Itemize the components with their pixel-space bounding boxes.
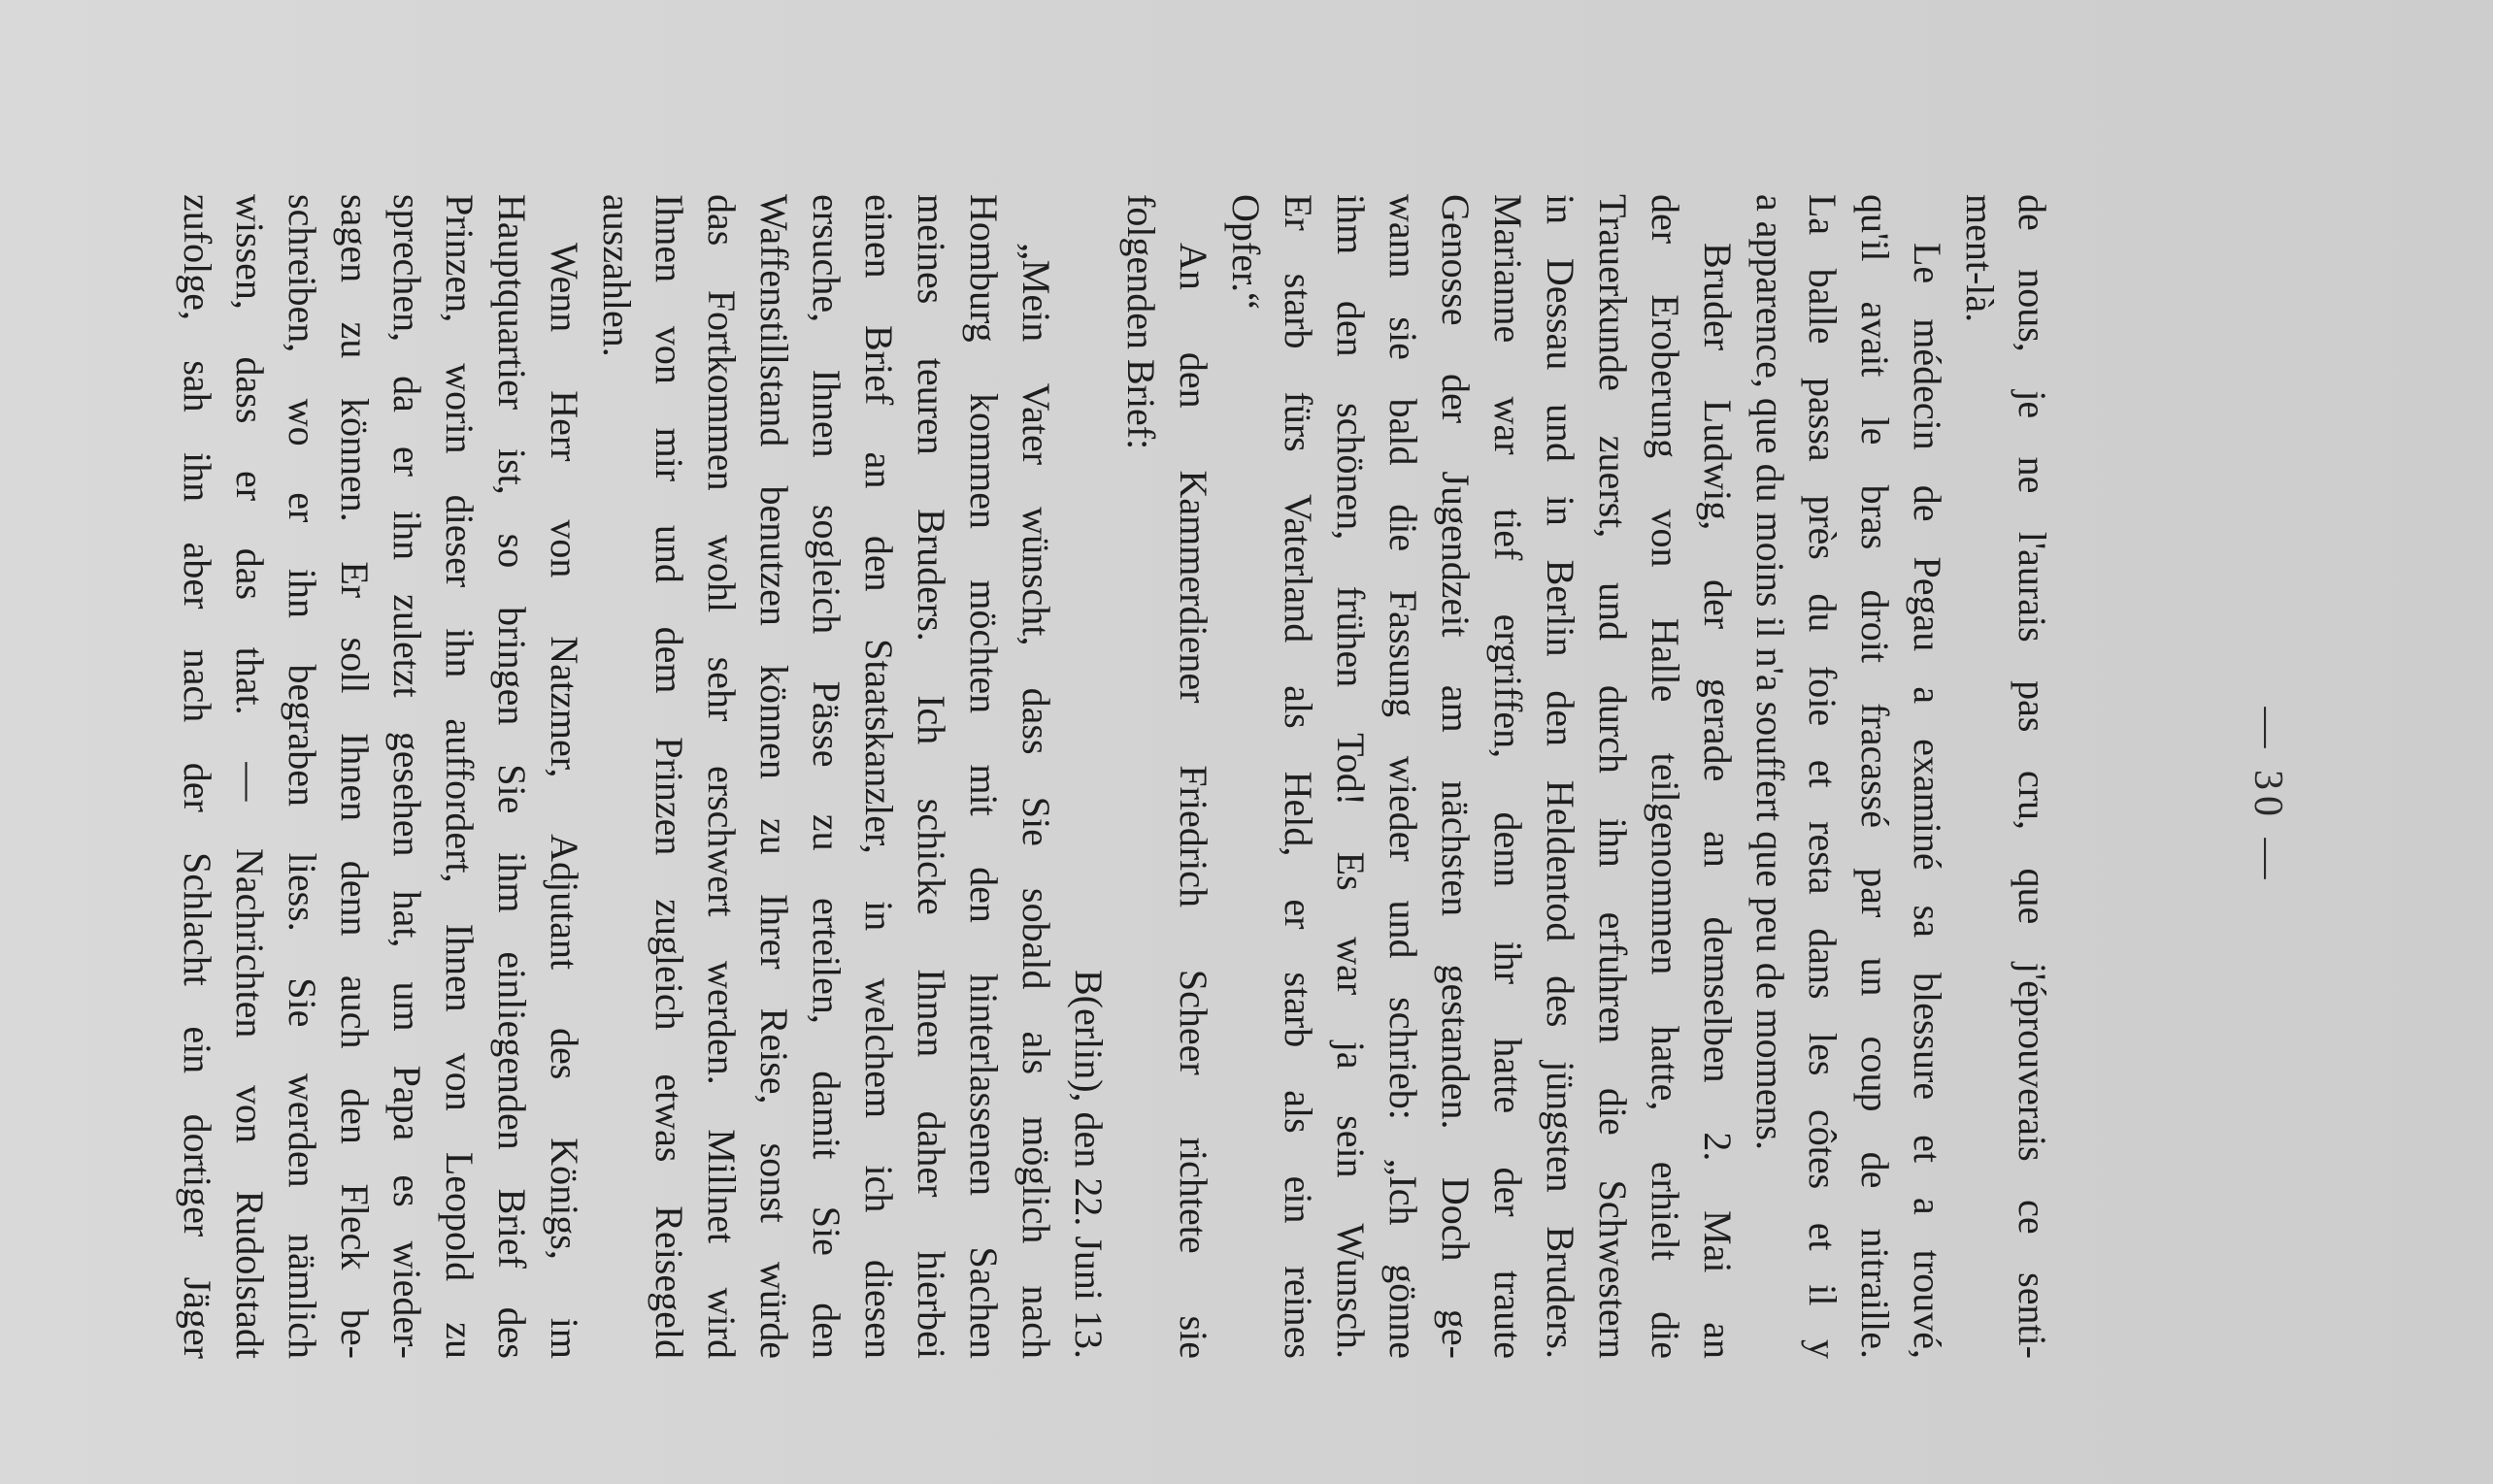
- text-line: in Dessau und in Berlin den Heldentod des jüngsten Bruders.: [1539, 194, 1582, 1359]
- text-line: Genosse der Jugendzeit am nächsten gestanden. Doch ge-: [1434, 194, 1478, 1359]
- page-number: — 30 —: [2245, 707, 2290, 885]
- text-line: wissen, dass er das that. — Nachrichten von Rudolstadt: [228, 194, 272, 1359]
- text-line: auszahlen.: [595, 194, 639, 357]
- text-line: ment-là.: [1958, 194, 2002, 323]
- text-line: meines teuren Bruders. Ich schicke Ihnen daher hierbei: [910, 194, 953, 1359]
- text-line: das Fortkommen wohl sehr erschwert werden. Millnet wird: [700, 194, 744, 1359]
- text-line: Waffenstillstand benutzen können zu Ihrer Reise, sonst würde: [752, 194, 796, 1359]
- text-line: schreiben, wo er ihn begraben liess. Sie werden nämlich: [281, 194, 324, 1359]
- text-line: ihm den schönen, frühen Tod! Es war ja sein Wunsch.: [1329, 194, 1373, 1359]
- text-line: qu'il avait le bras droit fracassé par un coup de nitraille.: [1853, 194, 1897, 1359]
- text-line: zufolge, sah ihn aber nach der Schlacht ein dortiger Jäger: [176, 194, 219, 1359]
- text-line: An den Kammerdiener Friedrich Scheer richtete sie: [1172, 243, 1215, 1359]
- body-text: [171, 194, 2058, 1359]
- text-line: „Mein Vater wünscht, dass Sie sobald als möglich nach: [1014, 243, 1058, 1359]
- text-line: der Eroberung von Halle teilgenommen hatte, erhielt die: [1644, 194, 1687, 1359]
- text-line: Homburg kommen möchten mit den hinterlassenen Sachen: [962, 194, 1006, 1359]
- rotated-text-block: [176, 194, 2290, 1359]
- text-line: einen Brief an den Staatskanzler, in welchem ich diesen: [857, 194, 901, 1359]
- text-line: Opfer.“: [1224, 194, 1268, 310]
- text-line: Ihnen von mir und dem Prinzen zugleich etwas Reisegeld: [648, 194, 691, 1359]
- text-line: folgenden Brief:: [1119, 194, 1163, 450]
- text-line: sagen zu können. Er soll Ihnen denn auch den Fleck be-: [333, 194, 377, 1359]
- text-line: a apparence, que du moins il n'a souffert que peu de momens.: [1748, 194, 1792, 1151]
- text-line: Hauptquartier ist, so bringen Sie ihm einliegenden Brief des: [490, 194, 534, 1359]
- text-line: Marianne war tief ergriffen, denn ihr hatte der traute: [1486, 194, 1530, 1359]
- text-line: Trauerkunde zuerst, und durch ihn erfuhren die Schwestern: [1591, 194, 1635, 1359]
- text-line: La balle passa près du foie et resta dans les côtes et il y: [1801, 194, 1845, 1359]
- text-line: sprechen, da er ihn zuletzt gesehen hat, um Papa es wieder-: [385, 194, 429, 1359]
- text-line: Le médecin de Pegau a examiné sa blessure et a trouvé,: [1906, 243, 1949, 1359]
- text-line: Er starb fürs Vaterland als Held, er starb als ein reines: [1277, 194, 1320, 1359]
- text-line: Wenn Herr von Natzmer, Adjutant des Königs, im: [543, 243, 586, 1359]
- text-line: Bruder Ludwig, der gerade an demselben 2. Mai an: [1696, 243, 1740, 1359]
- text-line: wann sie bald die Fassung wieder und schrieb: „Ich gönne: [1381, 194, 1425, 1359]
- text-line: B(erlin), den 22. Juni 13.: [1067, 969, 1111, 1359]
- text-line: Prinzen, worin dieser ihn auffordert, Ihnen von Leopold zu: [438, 194, 482, 1359]
- text-line: de nous, je ne l'aurais pas cru, que j'éprouverais ce senti-: [2011, 194, 2054, 1359]
- text-line: ersuche, Ihnen sogleich Pässe zu erteilen, damit Sie den: [805, 194, 848, 1359]
